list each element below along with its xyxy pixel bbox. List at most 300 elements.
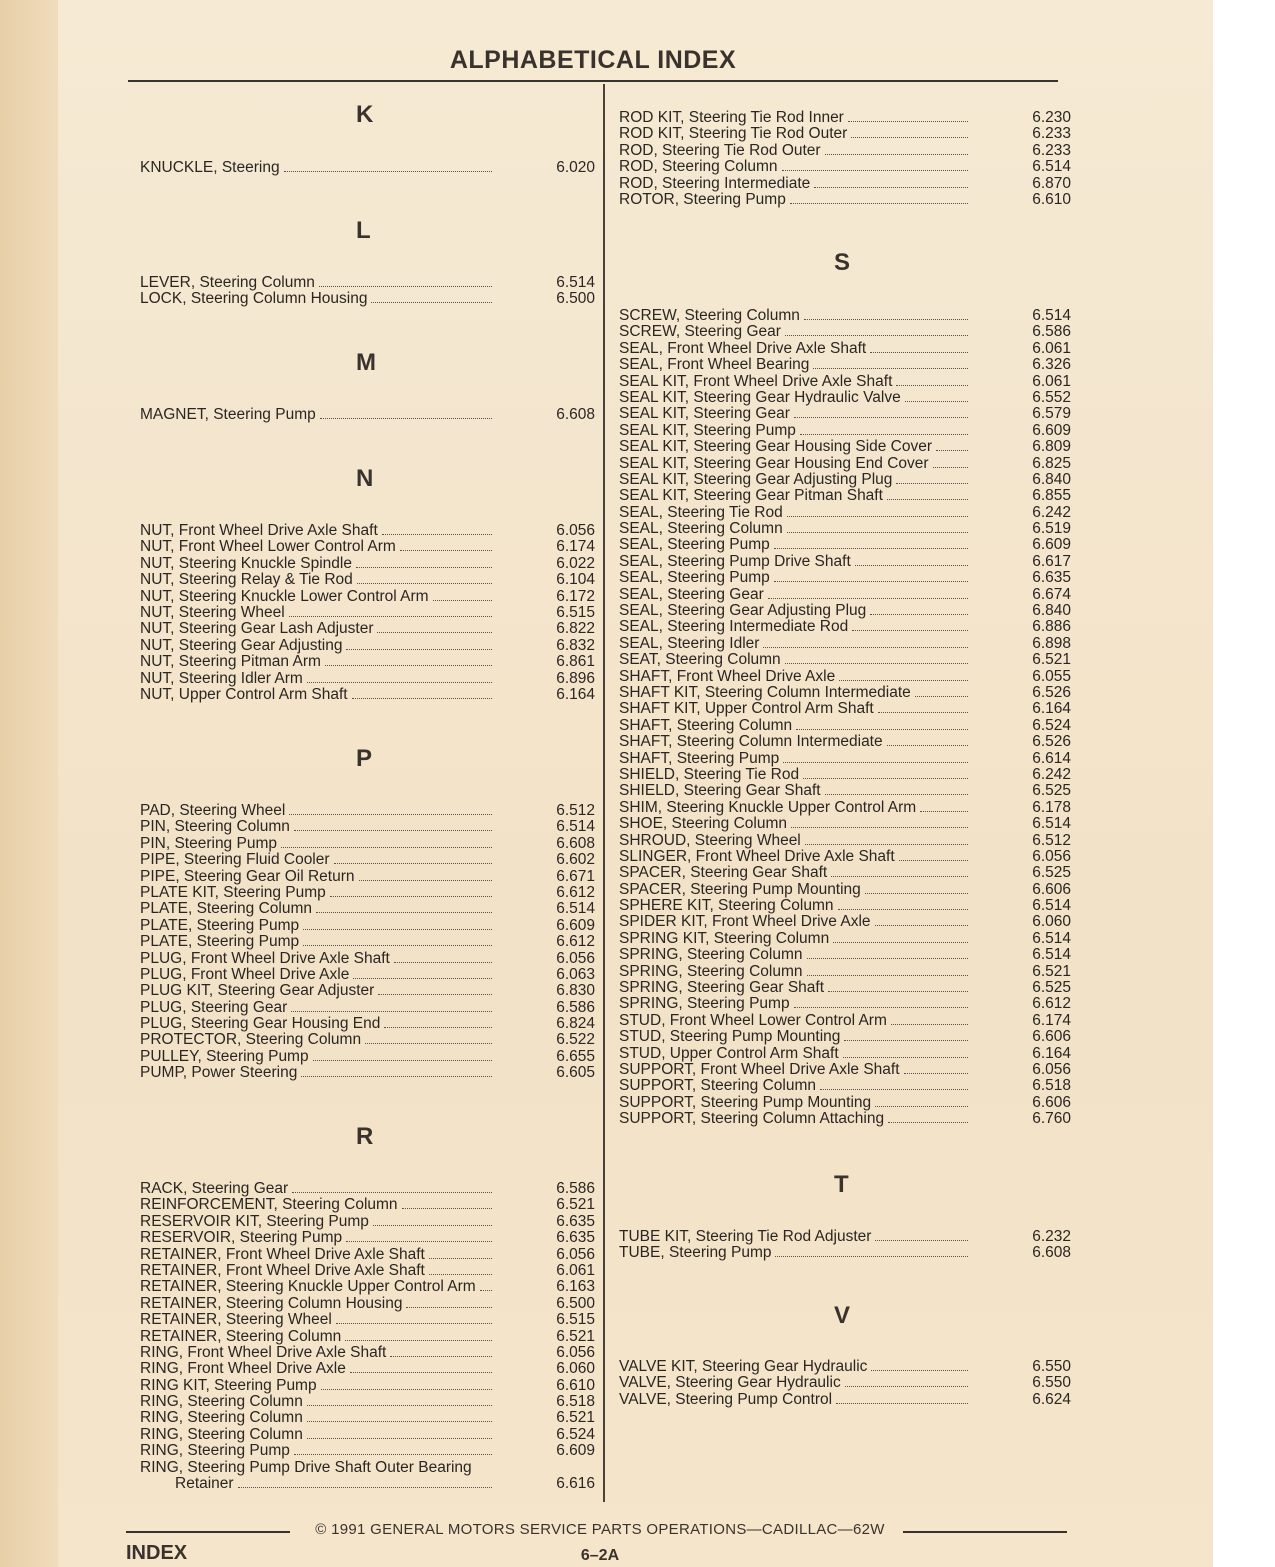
dot-leader bbox=[336, 1312, 492, 1324]
entry-page-ref: 6.515 bbox=[556, 603, 595, 621]
dot-leader bbox=[794, 996, 968, 1008]
dot-leader bbox=[406, 1296, 492, 1308]
dot-leader bbox=[320, 407, 492, 419]
entry-label: SEAL KIT, Steering Gear bbox=[619, 405, 790, 423]
index-entry bbox=[140, 1312, 595, 1328]
index-entry bbox=[140, 589, 595, 605]
index-entry bbox=[140, 1197, 595, 1213]
entry-page-ref: 6.514 bbox=[1032, 158, 1071, 176]
index-entry bbox=[140, 1049, 595, 1065]
index-entry bbox=[619, 636, 1071, 652]
entry-page-ref: 6.606 bbox=[1032, 1093, 1071, 1111]
dot-leader bbox=[238, 1476, 492, 1488]
dot-leader bbox=[888, 1111, 968, 1123]
entry-page-ref: 6.519 bbox=[1032, 520, 1071, 538]
entry-label: SEAL, Steering Pump bbox=[619, 569, 770, 587]
index-entry bbox=[140, 918, 595, 934]
index-entry bbox=[619, 1062, 1071, 1078]
index-entry bbox=[619, 537, 1071, 553]
index-entry bbox=[619, 423, 1071, 439]
index-entry-list bbox=[619, 110, 1071, 208]
dot-leader bbox=[365, 1032, 492, 1044]
index-entry bbox=[619, 931, 1071, 947]
section-letter-l: L bbox=[356, 217, 371, 244]
dot-leader bbox=[785, 652, 968, 664]
index-entry bbox=[140, 1394, 595, 1410]
index-entry bbox=[140, 1000, 595, 1016]
entry-label: SEAL KIT, Steering Gear Housing Side Cover bbox=[619, 438, 933, 456]
entry-page-ref: 6.178 bbox=[1032, 798, 1071, 816]
entry-page-ref: 6.522 bbox=[556, 1031, 595, 1049]
dot-leader bbox=[825, 143, 968, 155]
dot-leader bbox=[828, 980, 968, 992]
index-entry bbox=[140, 1214, 595, 1230]
index-entry-list bbox=[140, 1181, 595, 1492]
section-letter-v: V bbox=[834, 1302, 851, 1329]
index-entry bbox=[619, 1095, 1071, 1111]
index-entry bbox=[619, 619, 1071, 635]
index-entry bbox=[140, 572, 595, 588]
entry-page-ref: 6.020 bbox=[556, 159, 595, 176]
entry-label: SEAL KIT, Steering Gear Pitman Shaft bbox=[619, 487, 883, 505]
dot-leader bbox=[782, 159, 968, 171]
entry-label: SPRING, Steering Pump bbox=[619, 995, 790, 1013]
entry-label: VALVE KIT, Steering Gear Hydraulic bbox=[619, 1358, 868, 1375]
dot-leader bbox=[371, 291, 492, 303]
entry-page-ref: 6.521 bbox=[1032, 962, 1071, 980]
index-entry bbox=[619, 587, 1071, 603]
index-entry bbox=[619, 110, 1071, 126]
dot-leader bbox=[870, 603, 968, 615]
entry-page-ref: 6.056 bbox=[556, 949, 595, 967]
entry-label: PLUG, Front Wheel Drive Axle bbox=[140, 965, 350, 983]
entry-page-ref: 6.514 bbox=[556, 900, 595, 918]
entry-page-ref: 6.609 bbox=[556, 916, 595, 934]
index-entry bbox=[140, 1378, 595, 1394]
entry-label: SHIELD, Steering Tie Rod bbox=[619, 765, 800, 783]
entry-page-ref: 6.233 bbox=[1032, 141, 1071, 159]
entry-page-ref: 6.061 bbox=[556, 1261, 595, 1279]
dot-leader bbox=[875, 914, 968, 926]
dot-leader bbox=[402, 1197, 492, 1209]
index-entry bbox=[140, 1460, 595, 1476]
dot-leader bbox=[899, 849, 968, 861]
entry-page-ref: 6.840 bbox=[1032, 470, 1071, 488]
entry-label: RING KIT, Steering Pump bbox=[140, 1376, 317, 1394]
dot-leader bbox=[291, 1000, 492, 1012]
dot-leader bbox=[429, 1247, 492, 1259]
entry-label: STUD, Steering Pump Mounting bbox=[619, 1028, 841, 1046]
dot-leader bbox=[836, 1392, 968, 1404]
dot-leader bbox=[357, 572, 492, 584]
entry-page-ref: 6.861 bbox=[556, 653, 595, 671]
index-entry bbox=[619, 176, 1071, 192]
entry-page-ref: 6.550 bbox=[1032, 1374, 1071, 1392]
dot-leader bbox=[345, 1329, 492, 1341]
entry-page-ref: 6.164 bbox=[556, 685, 595, 703]
entry-page-ref: 6.671 bbox=[556, 867, 595, 885]
entry-page-ref: 6.056 bbox=[556, 1245, 595, 1263]
entry-page-ref: 6.512 bbox=[1032, 831, 1071, 849]
dot-leader bbox=[805, 833, 968, 845]
index-entry bbox=[619, 472, 1071, 488]
entry-page-ref: 6.832 bbox=[556, 636, 595, 654]
entry-label: SHAFT KIT, Upper Control Arm Shaft bbox=[619, 700, 874, 718]
entry-label: RETAINER, Steering Column Housing bbox=[140, 1294, 403, 1312]
page-title: ALPHABETICAL INDEX bbox=[449, 46, 737, 74]
entry-label: SEAL, Steering Gear bbox=[619, 585, 764, 603]
entry-page-ref: 6.514 bbox=[1032, 307, 1071, 324]
dot-leader bbox=[820, 1078, 968, 1090]
entry-page-ref: 6.512 bbox=[556, 802, 595, 819]
entry-label: NUT, Steering Wheel bbox=[140, 603, 285, 621]
entry-label: SPACER, Steering Pump Mounting bbox=[619, 880, 861, 898]
dot-leader bbox=[346, 1230, 492, 1242]
entry-page-ref: 6.230 bbox=[1032, 109, 1071, 126]
dot-leader bbox=[839, 669, 968, 681]
entry-page-ref: 6.514 bbox=[556, 818, 595, 836]
dot-leader bbox=[400, 539, 492, 551]
index-entry-list bbox=[140, 160, 595, 176]
entry-label: NUT, Front Wheel Lower Control Arm bbox=[140, 538, 396, 556]
entry-label: SPACER, Steering Gear Shaft bbox=[619, 864, 828, 882]
entry-label: RING, Steering Pump bbox=[140, 1442, 290, 1460]
dot-leader bbox=[390, 1345, 492, 1357]
index-entry bbox=[140, 539, 595, 555]
footer-rule-right bbox=[903, 1531, 1067, 1533]
dot-leader bbox=[334, 852, 492, 864]
dot-leader bbox=[284, 160, 492, 172]
footer-page-number: 6–2A bbox=[580, 1547, 620, 1564]
entry-page-ref: 6.825 bbox=[1032, 454, 1071, 472]
dot-leader bbox=[294, 1443, 492, 1455]
entry-label: SEAL, Steering Pump Drive Shaft bbox=[619, 552, 851, 570]
dot-leader bbox=[378, 983, 492, 995]
entry-page-ref: 6.104 bbox=[556, 571, 595, 589]
index-entry bbox=[619, 1046, 1071, 1062]
entry-page-ref: 6.525 bbox=[1032, 782, 1071, 800]
index-entry bbox=[619, 800, 1071, 816]
index-entry-list bbox=[140, 407, 595, 423]
entry-label: PLATE KIT, Steering Pump bbox=[140, 883, 326, 901]
entry-page-ref: 6.886 bbox=[1032, 618, 1071, 636]
dot-leader bbox=[289, 803, 492, 815]
dot-leader bbox=[852, 619, 968, 631]
index-entry bbox=[140, 1181, 595, 1197]
entry-label: ROD, Steering Column bbox=[619, 158, 778, 176]
dot-leader bbox=[878, 701, 968, 713]
entry-label: PIPE, Steering Gear Oil Return bbox=[140, 867, 355, 885]
entry-page-ref: 6.056 bbox=[556, 1343, 595, 1361]
entry-label: SHAFT, Steering Column Intermediate bbox=[619, 733, 883, 751]
index-entry bbox=[619, 1229, 1071, 1245]
entry-label: SEAL, Front Wheel Drive Axle Shaft bbox=[619, 339, 867, 357]
entry-label: SEAL, Steering Tie Rod bbox=[619, 503, 783, 521]
entry-page-ref: 6.524 bbox=[556, 1425, 595, 1443]
index-entry bbox=[140, 1427, 595, 1443]
dot-leader bbox=[936, 439, 968, 451]
index-entry bbox=[619, 734, 1071, 750]
section-letter-p: P bbox=[356, 745, 373, 772]
index-entry bbox=[140, 819, 595, 835]
index-entry bbox=[140, 836, 595, 852]
index-entry bbox=[619, 406, 1071, 422]
index-entry bbox=[619, 865, 1071, 881]
entry-label: RING, Front Wheel Drive Axle Shaft bbox=[140, 1343, 387, 1361]
index-entry-list bbox=[619, 1229, 1071, 1262]
index-entry bbox=[619, 570, 1071, 586]
entry-page-ref: 6.635 bbox=[556, 1212, 595, 1230]
dot-leader bbox=[775, 1245, 968, 1257]
entry-page-ref: 6.610 bbox=[556, 1376, 595, 1394]
entry-page-ref: 6.500 bbox=[556, 290, 595, 308]
dot-leader bbox=[356, 556, 492, 568]
dot-leader bbox=[896, 374, 968, 386]
dot-leader bbox=[281, 836, 492, 848]
entry-label: SPHERE KIT, Steering Column bbox=[619, 897, 834, 915]
scan-left-edge bbox=[0, 0, 58, 1567]
section-letter-r: R bbox=[356, 1123, 374, 1150]
dot-leader bbox=[307, 1394, 492, 1406]
dot-leader bbox=[807, 947, 969, 959]
entry-page-ref: 6.616 bbox=[556, 1475, 595, 1493]
index-entry bbox=[619, 751, 1071, 767]
entry-page-ref: 6.524 bbox=[1032, 716, 1071, 734]
index-entry bbox=[140, 983, 595, 999]
index-entry bbox=[140, 523, 595, 539]
entry-label: PLUG KIT, Steering Gear Adjuster bbox=[140, 982, 375, 1000]
index-entry bbox=[140, 1016, 595, 1032]
index-entry bbox=[619, 898, 1071, 914]
index-entry bbox=[140, 1230, 595, 1246]
entry-label: RACK, Steering Gear bbox=[140, 1180, 289, 1197]
index-entry bbox=[619, 488, 1071, 504]
index-entry bbox=[619, 192, 1071, 208]
index-entry bbox=[619, 669, 1071, 685]
entry-label: SEAL, Front Wheel Bearing bbox=[619, 356, 810, 374]
dot-leader bbox=[303, 918, 492, 930]
entry-label: PAD, Steering Wheel bbox=[140, 802, 286, 819]
dot-leader bbox=[313, 1049, 492, 1061]
entry-label: SUPPORT, Steering Column Attaching bbox=[619, 1110, 885, 1128]
entry-page-ref: 6.521 bbox=[1032, 651, 1071, 669]
entry-page-ref: 6.635 bbox=[1032, 569, 1071, 587]
index-entry bbox=[140, 1279, 595, 1295]
index-entry bbox=[140, 160, 595, 176]
section-letter-k: K bbox=[356, 101, 374, 128]
dot-leader bbox=[855, 554, 968, 566]
dot-leader bbox=[307, 671, 492, 683]
entry-label: ROD, Steering Intermediate bbox=[619, 174, 811, 192]
index-entry bbox=[619, 324, 1071, 340]
index-entry bbox=[619, 456, 1071, 472]
dot-leader bbox=[768, 587, 968, 599]
entry-label: RESERVOIR KIT, Steering Pump bbox=[140, 1212, 369, 1230]
entry-label: SHIM, Steering Knuckle Upper Control Arm bbox=[619, 798, 917, 816]
dot-leader bbox=[359, 869, 492, 881]
entry-page-ref: 6.609 bbox=[1032, 536, 1071, 554]
entry-label: SHROUD, Steering Wheel bbox=[619, 831, 801, 849]
entry-page-ref: 6.514 bbox=[1032, 929, 1071, 947]
index-entry bbox=[140, 951, 595, 967]
dot-leader bbox=[384, 1016, 492, 1028]
index-entry bbox=[619, 652, 1071, 668]
index-entry bbox=[619, 341, 1071, 357]
dot-leader bbox=[319, 275, 492, 287]
dot-leader bbox=[791, 816, 968, 828]
entry-page-ref: 6.174 bbox=[556, 538, 595, 556]
entry-page-ref: 6.061 bbox=[1032, 339, 1071, 357]
dot-leader bbox=[480, 1279, 492, 1291]
entry-page-ref: 6.056 bbox=[1032, 1060, 1071, 1078]
index-entry bbox=[619, 849, 1071, 865]
index-entry-list bbox=[140, 803, 595, 1082]
index-entry bbox=[619, 980, 1071, 996]
entry-page-ref: 6.608 bbox=[556, 406, 595, 423]
entry-page-ref: 6.063 bbox=[556, 965, 595, 983]
entry-label: TUBE KIT, Steering Tie Rod Adjuster bbox=[619, 1228, 872, 1245]
entry-label: PUMP, Power Steering bbox=[140, 1064, 298, 1082]
entry-page-ref: 6.614 bbox=[1032, 749, 1071, 767]
index-entry-list bbox=[140, 523, 595, 703]
entry-label: SHIELD, Steering Gear Shaft bbox=[619, 782, 821, 800]
entry-page-ref: 6.500 bbox=[556, 1294, 595, 1312]
index-entry bbox=[140, 291, 595, 307]
index-entry bbox=[140, 803, 595, 819]
index-entry bbox=[140, 1247, 595, 1263]
dot-leader bbox=[307, 1427, 492, 1439]
section-letter-t: T bbox=[834, 1171, 849, 1198]
dot-leader bbox=[346, 638, 492, 650]
entry-page-ref: 6.579 bbox=[1032, 405, 1071, 423]
index-entry-list bbox=[140, 275, 595, 308]
section-letter-m: M bbox=[356, 349, 376, 376]
index-entry bbox=[140, 1032, 595, 1048]
dot-leader bbox=[787, 505, 968, 517]
entry-page-ref: 6.232 bbox=[1032, 1228, 1071, 1245]
index-entry bbox=[619, 603, 1071, 619]
footer-section-label: INDEX bbox=[126, 1542, 188, 1564]
dot-leader bbox=[891, 1013, 968, 1025]
entry-page-ref: 6.655 bbox=[556, 1047, 595, 1065]
dot-leader bbox=[915, 685, 968, 697]
index-entry bbox=[140, 1345, 595, 1361]
entry-label: STUD, Front Wheel Lower Control Arm bbox=[619, 1011, 887, 1029]
entry-label: SHAFT KIT, Steering Column Intermediate bbox=[619, 683, 911, 701]
entry-label: NUT, Steering Relay & Tie Rod bbox=[140, 571, 353, 589]
dot-leader bbox=[851, 126, 968, 138]
dot-leader bbox=[301, 1065, 492, 1077]
entry-label: SEAL KIT, Steering Gear Hydraulic Valve bbox=[619, 388, 901, 406]
entry-label: STUD, Upper Control Arm Shaft bbox=[619, 1044, 839, 1062]
index-entry bbox=[140, 654, 595, 670]
dot-leader bbox=[865, 882, 968, 894]
entry-page-ref: 6.525 bbox=[1032, 979, 1071, 997]
dot-leader bbox=[785, 324, 968, 336]
dot-leader bbox=[307, 1410, 492, 1422]
entry-page-ref: 6.521 bbox=[556, 1196, 595, 1214]
index-entry bbox=[619, 439, 1071, 455]
entry-label: NUT, Steering Gear Lash Adjuster bbox=[140, 620, 374, 638]
entry-label: RESERVOIR, Steering Pump bbox=[140, 1229, 343, 1247]
index-entry bbox=[619, 159, 1071, 175]
dot-leader bbox=[429, 1263, 492, 1275]
index-entry bbox=[619, 1392, 1071, 1408]
entry-page-ref: 6.526 bbox=[1032, 733, 1071, 751]
index-entry bbox=[140, 621, 595, 637]
entry-label: NUT, Upper Control Arm Shaft bbox=[140, 685, 348, 703]
index-entry bbox=[619, 357, 1071, 373]
entry-label: NUT, Steering Pitman Arm bbox=[140, 653, 321, 671]
entry-page-ref: 6.514 bbox=[556, 274, 595, 291]
index-entry bbox=[619, 1078, 1071, 1094]
index-entry bbox=[140, 407, 595, 423]
entry-label: RING, Front Wheel Drive Axle bbox=[140, 1360, 346, 1378]
index-entry bbox=[619, 996, 1071, 1012]
index-entry bbox=[619, 685, 1071, 701]
entry-label: RING, Steering Column bbox=[140, 1393, 303, 1411]
entry-label: NUT, Steering Idler Arm bbox=[140, 669, 303, 687]
entry-label: TUBE, Steering Pump bbox=[619, 1244, 772, 1262]
index-entry bbox=[619, 914, 1071, 930]
dot-leader bbox=[352, 687, 492, 699]
dot-leader bbox=[845, 1375, 968, 1387]
index-entry bbox=[140, 852, 595, 868]
entry-page-ref: 6.606 bbox=[1032, 880, 1071, 898]
dot-leader bbox=[382, 523, 492, 535]
dot-leader bbox=[796, 718, 968, 730]
dot-leader bbox=[904, 1062, 968, 1074]
entry-label: SPRING, Steering Gear Shaft bbox=[619, 979, 825, 997]
entry-label: Retainer bbox=[175, 1475, 234, 1493]
entry-page-ref: 6.060 bbox=[556, 1360, 595, 1378]
entry-page-ref: 6.526 bbox=[1032, 683, 1071, 701]
index-entry bbox=[140, 967, 595, 983]
entry-label: NUT, Steering Gear Adjusting bbox=[140, 636, 343, 654]
entry-label: VALVE, Steering Pump Control bbox=[619, 1390, 833, 1408]
entry-page-ref: 6.612 bbox=[556, 933, 595, 951]
entry-label: PLATE, Steering Column bbox=[140, 900, 313, 918]
entry-page-ref: 6.518 bbox=[1032, 1077, 1071, 1095]
entry-page-ref: 6.174 bbox=[1032, 1011, 1071, 1029]
entry-label: KNUCKLE, Steering bbox=[140, 159, 280, 176]
entry-label: NUT, Front Wheel Drive Axle Shaft bbox=[140, 522, 378, 539]
index-entry bbox=[619, 143, 1071, 159]
dot-leader bbox=[831, 865, 968, 877]
entry-page-ref: 6.022 bbox=[556, 554, 595, 572]
dot-leader bbox=[433, 589, 492, 601]
entry-label: RETAINER, Front Wheel Drive Axle Shaft bbox=[140, 1245, 425, 1263]
entry-page-ref: 6.163 bbox=[556, 1278, 595, 1296]
dot-leader bbox=[813, 357, 968, 369]
scan-right-margin bbox=[1213, 0, 1275, 1567]
dot-leader bbox=[803, 767, 968, 779]
entry-page-ref: 6.233 bbox=[1032, 125, 1071, 143]
dot-leader bbox=[394, 951, 492, 963]
index-entry bbox=[619, 783, 1071, 799]
index-entry-list bbox=[619, 1359, 1071, 1408]
dot-leader bbox=[353, 967, 492, 979]
entry-label: PIPE, Steering Fluid Cooler bbox=[140, 851, 330, 869]
entry-page-ref: 6.586 bbox=[556, 998, 595, 1016]
entry-page-ref: 6.674 bbox=[1032, 585, 1071, 603]
index-entry bbox=[140, 605, 595, 621]
entry-label: SEAT, Steering Column bbox=[619, 651, 781, 669]
entry-page-ref: 6.056 bbox=[1032, 847, 1071, 865]
dot-leader bbox=[875, 1229, 968, 1241]
index-entry bbox=[140, 556, 595, 572]
index-entry bbox=[140, 934, 595, 950]
